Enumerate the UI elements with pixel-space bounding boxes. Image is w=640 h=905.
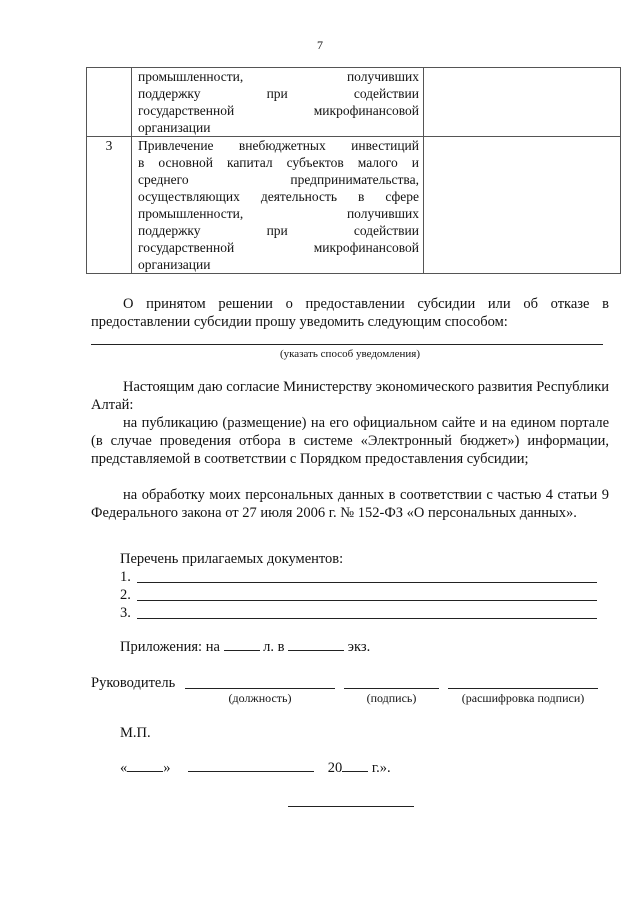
- criterion-line: среднего предпринимательства,: [138, 172, 419, 187]
- date-close-quote: »: [163, 760, 171, 776]
- document-item-number: 1.: [120, 569, 131, 585]
- attachments-middle: л. в: [263, 639, 285, 655]
- documents-title: Перечень прилагаемых документов:: [120, 551, 344, 567]
- criterion-text-cell: [132, 68, 424, 137]
- criterion-line: государственной микрофинансовой: [138, 240, 419, 255]
- criterion-line: государственной микрофинансовой: [138, 103, 419, 118]
- table-row: [87, 68, 621, 137]
- row-number-cell: 3: [87, 137, 132, 274]
- consent-intro: Настоящим даю согласие Министерству экономического развития Республики Алтай:: [91, 379, 609, 413]
- criteria-table: [86, 67, 621, 274]
- position-caption: (должность): [228, 691, 292, 705]
- signature-caption: (подпись): [366, 691, 417, 705]
- consent-publication: на публикацию (размещение) на его официальном сайте и на едином портале (в случае проведения отбора в системе «Электронный бюджет») информации, представляемой в соответствии с Порядком предоставления субсидии;: [91, 415, 609, 467]
- criterion-line: Привлечение внебюджетных инвестиций: [138, 138, 419, 153]
- notification-method-caption: (указать способ уведомления): [279, 348, 421, 360]
- document-item-number: 2.: [120, 587, 131, 603]
- consent-personal-data: на обработку моих персональных данных в соответствии с частью 4 статьи 9 Федерального закона от 27 июля 2006 г. № 152-ФЗ «О персональных данных».: [91, 487, 609, 521]
- document-item-1-field[interactable]: [137, 582, 597, 583]
- table-row: [87, 137, 621, 274]
- stamp-label: М.П.: [120, 725, 151, 741]
- copies-count-field[interactable]: [288, 638, 344, 651]
- criterion-line: промышленности, получивших: [138, 206, 419, 221]
- document-item-1: [120, 568, 131, 586]
- value-cell[interactable]: [424, 137, 621, 274]
- row-number-cell: [87, 68, 132, 137]
- signature-label: Руководитель: [91, 675, 176, 691]
- document-item-3: [120, 604, 131, 622]
- criterion-line: организации: [138, 257, 211, 272]
- value-cell[interactable]: [424, 68, 621, 137]
- document-item-3-field[interactable]: [137, 618, 597, 619]
- attachments-line: [120, 638, 370, 656]
- year-field[interactable]: [342, 759, 368, 772]
- signature-decode-field[interactable]: [448, 688, 598, 689]
- criterion-line: поддержку при содействии: [138, 86, 419, 101]
- sheets-count-field[interactable]: [224, 638, 260, 651]
- position-field[interactable]: [185, 688, 335, 689]
- date-line: [120, 759, 391, 777]
- day-field[interactable]: [127, 759, 163, 772]
- criterion-line: в основной капитал субъектов малого и: [138, 155, 419, 170]
- month-field[interactable]: [188, 759, 314, 772]
- criterion-text-cell: [132, 137, 424, 274]
- year-suffix: г.».: [371, 760, 391, 776]
- document-item-2-field[interactable]: [137, 600, 597, 601]
- date-open-quote: «: [120, 760, 128, 776]
- criterion-line: поддержку при содействии: [138, 223, 419, 238]
- criterion-line: промышленности, получивших: [138, 69, 419, 84]
- closing-rule: [288, 806, 414, 807]
- notification-method-field[interactable]: [91, 344, 603, 345]
- signature-decode-caption: (расшифровка подписи): [461, 691, 585, 705]
- attachments-suffix: экз.: [347, 639, 371, 655]
- notification-paragraph: О принятом решении о предоставлении субсидии или об отказе в предоставлении субсидии прошу уведомить следующим способом:: [91, 296, 609, 330]
- attachments-prefix: Приложения: на: [120, 639, 220, 655]
- document-item-2: [120, 586, 131, 604]
- page-number: 7: [317, 38, 323, 52]
- criterion-line: организации: [138, 120, 211, 135]
- signature-field[interactable]: [344, 688, 439, 689]
- document-item-number: 3.: [120, 605, 131, 621]
- criterion-line: осуществляющих деятельность в сфере: [138, 189, 419, 204]
- year-prefix: 20: [327, 760, 343, 776]
